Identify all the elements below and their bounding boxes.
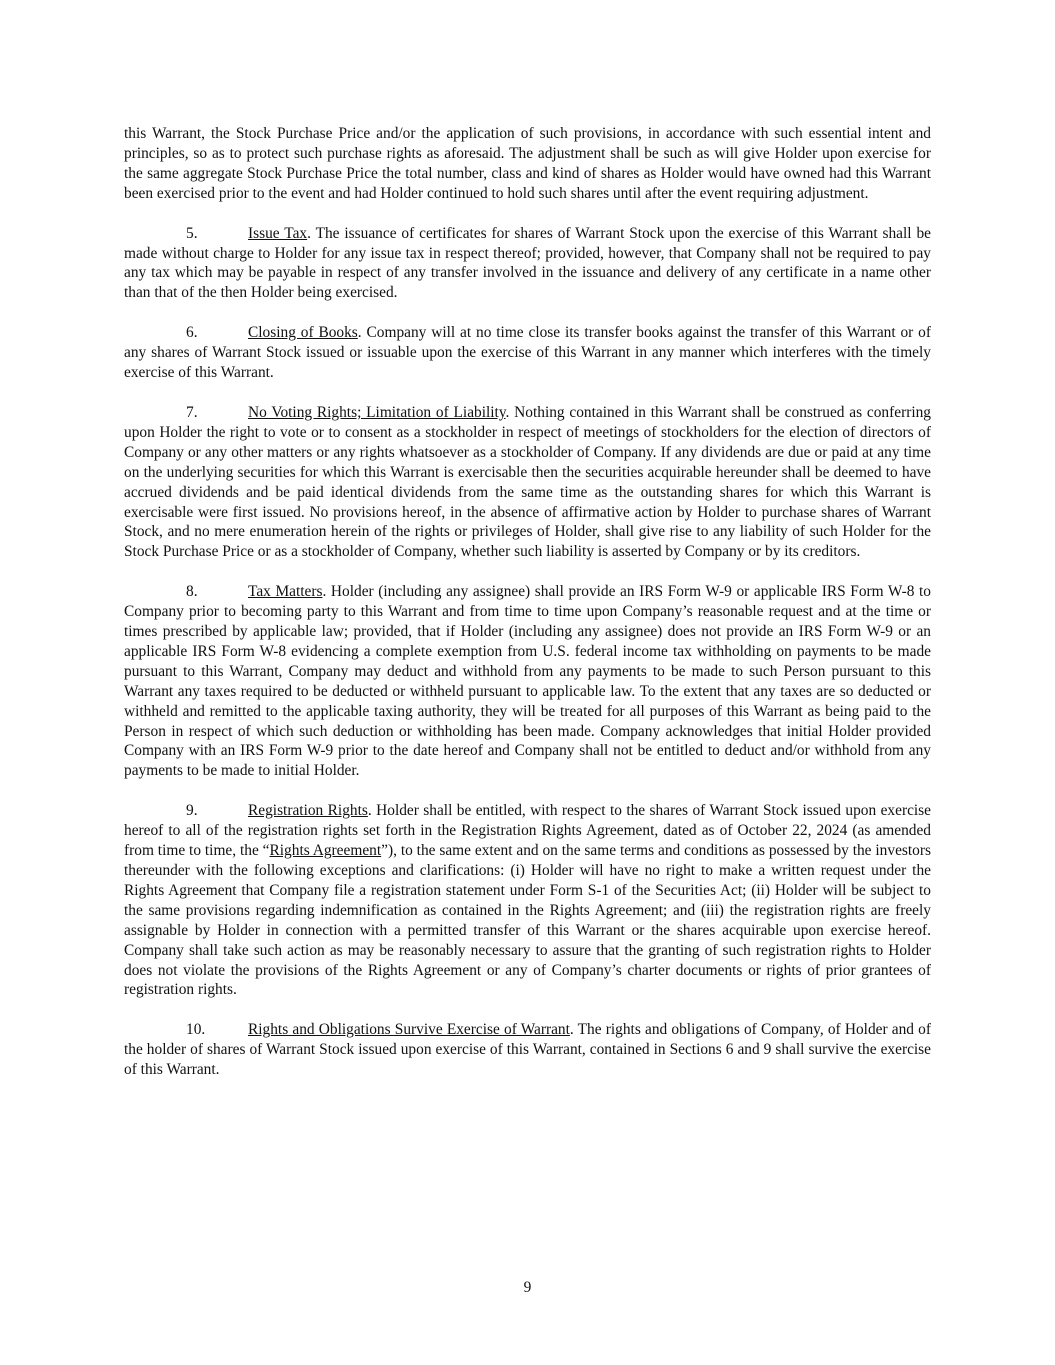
- section-body: . The rights and obligations of Company, of Holder and of the holder of shares of Warrant Stock issued upon exercise of this Warrant, contained in Sections 6 and 9 shall survive the exercise of this Warrant.: [124, 1021, 931, 1079]
- section-number: 6.: [186, 324, 198, 342]
- section-5: [124, 224, 931, 304]
- section-heading: Registration Rights: [248, 802, 368, 820]
- section-body-after: ”), to the same extent and on the same terms and conditions as possessed by the investors thereunder with the following exceptions and clarifications: (i) Holder will have no right to make a written request under the Rights Agreement that Company file a registration statement under Form S-1 of the Securities Act; (ii) Holder will be subject to the same provisions regarding indemnification as contained in the Rights Agreement; and (iii) the registration rights are freely assignable by Holder in connection with a permitted transfer of this Warrant or the shares acquirable upon exercise hereof. Company shall take such action as may be reasonably necessary to assure that the granting of such registration rights to Holder does not violate the provisions of the Rights Agreement or any of Company’s charter documents or rights of prior grantees of registration rights.: [124, 842, 931, 999]
- section-body: . Company will at no time close its transfer books against the transfer of this Warrant or of any shares of Warrant Stock issued or issuable upon the exercise of this Warrant in any manner which interferes with the timely exercise of this Warrant.: [124, 324, 932, 382]
- section-heading: Closing of Books: [248, 324, 358, 342]
- section-number: 8.: [186, 583, 198, 601]
- section-heading: Rights and Obligations Survive Exercise of Warrant: [248, 1021, 570, 1039]
- section-8: [124, 582, 931, 781]
- section-number: 9.: [186, 802, 198, 820]
- page-number: 9: [523, 1279, 532, 1296]
- section-6: [124, 323, 931, 383]
- section-body: . Holder (including any assignee) shall provide an IRS Form W-9 or applicable IRS Form W-8 to Company prior to becoming party to this Warrant and from time to time upon Company’s reasonable request and at the time or times prescribed by applicable law; provided, that if Holder (including any assignee) does not provide an IRS Form W-9 or an applicable IRS Form W-8 evidencing a complete exemption from U.S. federal income tax withholding on payments to be made pursuant to this Warrant, Company may deduct and withhold from any payments to be made to such Person pursuant to this Warrant any taxes required to be deducted or withheld pursuant to applicable law. To the extent that any taxes are so deducted or withheld and remitted to the applicable taxing authority, they will be treated for all purposes of this Warrant as being paid to the Person in respect of which such deduction or withholding has been made. Company acknowledges that initial Holder provided Company with an IRS Form W-9 prior to the date hereof and Company shall not be entitled to deduct and/or withhold from any payments to be made to initial Holder.: [124, 583, 931, 780]
- section-heading: No Voting Rights; Limitation of Liability: [248, 403, 506, 421]
- defined-term: Rights Agreement: [269, 842, 382, 860]
- section-number: 7.: [186, 403, 198, 421]
- section-heading: Tax Matters: [248, 583, 323, 601]
- continuation-paragraph: this Warrant, the Stock Purchase Price and/or the application of such provisions, in accordance with such essential intent and principles, so as to protect such purchase rights as aforesaid. The adjustment shall be such as will give Holder upon exercise for the same aggregate Stock Purchase Price the total number, class and kind of shares as Holder would have owned had this Warrant been exercised prior to the event and had Holder continued to hold such shares until after the event requiring adjustment.: [124, 125, 931, 202]
- section-number: 5.: [186, 224, 198, 242]
- section-number: 10.: [186, 1021, 206, 1039]
- section-heading: Issue Tax: [248, 224, 308, 242]
- section-10: [124, 1020, 931, 1080]
- section-body: . Nothing contained in this Warrant shall be construed as conferring upon Holder the right to vote or to consent as a stockholder in respect of meetings of stockholders for the election of directors of Company or any other matters or any rights whatsoever as a stockholder of Company. If any dividends are due or paid at any time on the underlying securities for which this Warrant is exercisable then the securities acquirable hereunder shall be deemed to have accrued dividends and be paid identical dividends from the same time as the outstanding shares for which this Warrant is exercisable were first issued. No provisions hereof, in the absence of affirmative action by Holder to purchase shares of Warrant Stock, and no mere enumeration herein of the rights or privileges of Holder, shall give rise to any liability of such Holder for the Stock Purchase Price or as a stockholder of Company, whether such liability is asserted by Company or by its creditors.: [124, 403, 931, 561]
- section-body-before: . Holder shall be entitled, with respect to the shares of Warrant Stock issued upon exercise hereof to all of the registration rights set forth in the Registration Rights Agreement, dated as of October 22, 2024 (as amended from time to time, the “: [124, 802, 931, 860]
- document-page: [124, 124, 931, 1100]
- section-7: [124, 403, 931, 562]
- section-9: [124, 801, 931, 1000]
- section-body: . The issuance of certificates for shares of Warrant Stock upon the exercise of this Warrant shall be made without charge to Holder for any issue tax in respect thereof; provided, however, that Company shall not be required to pay any tax which may be payable in respect of any transfer involved in the issuance and delivery of any certificate in a name other than that of the then Holder being exercised.: [124, 224, 931, 302]
